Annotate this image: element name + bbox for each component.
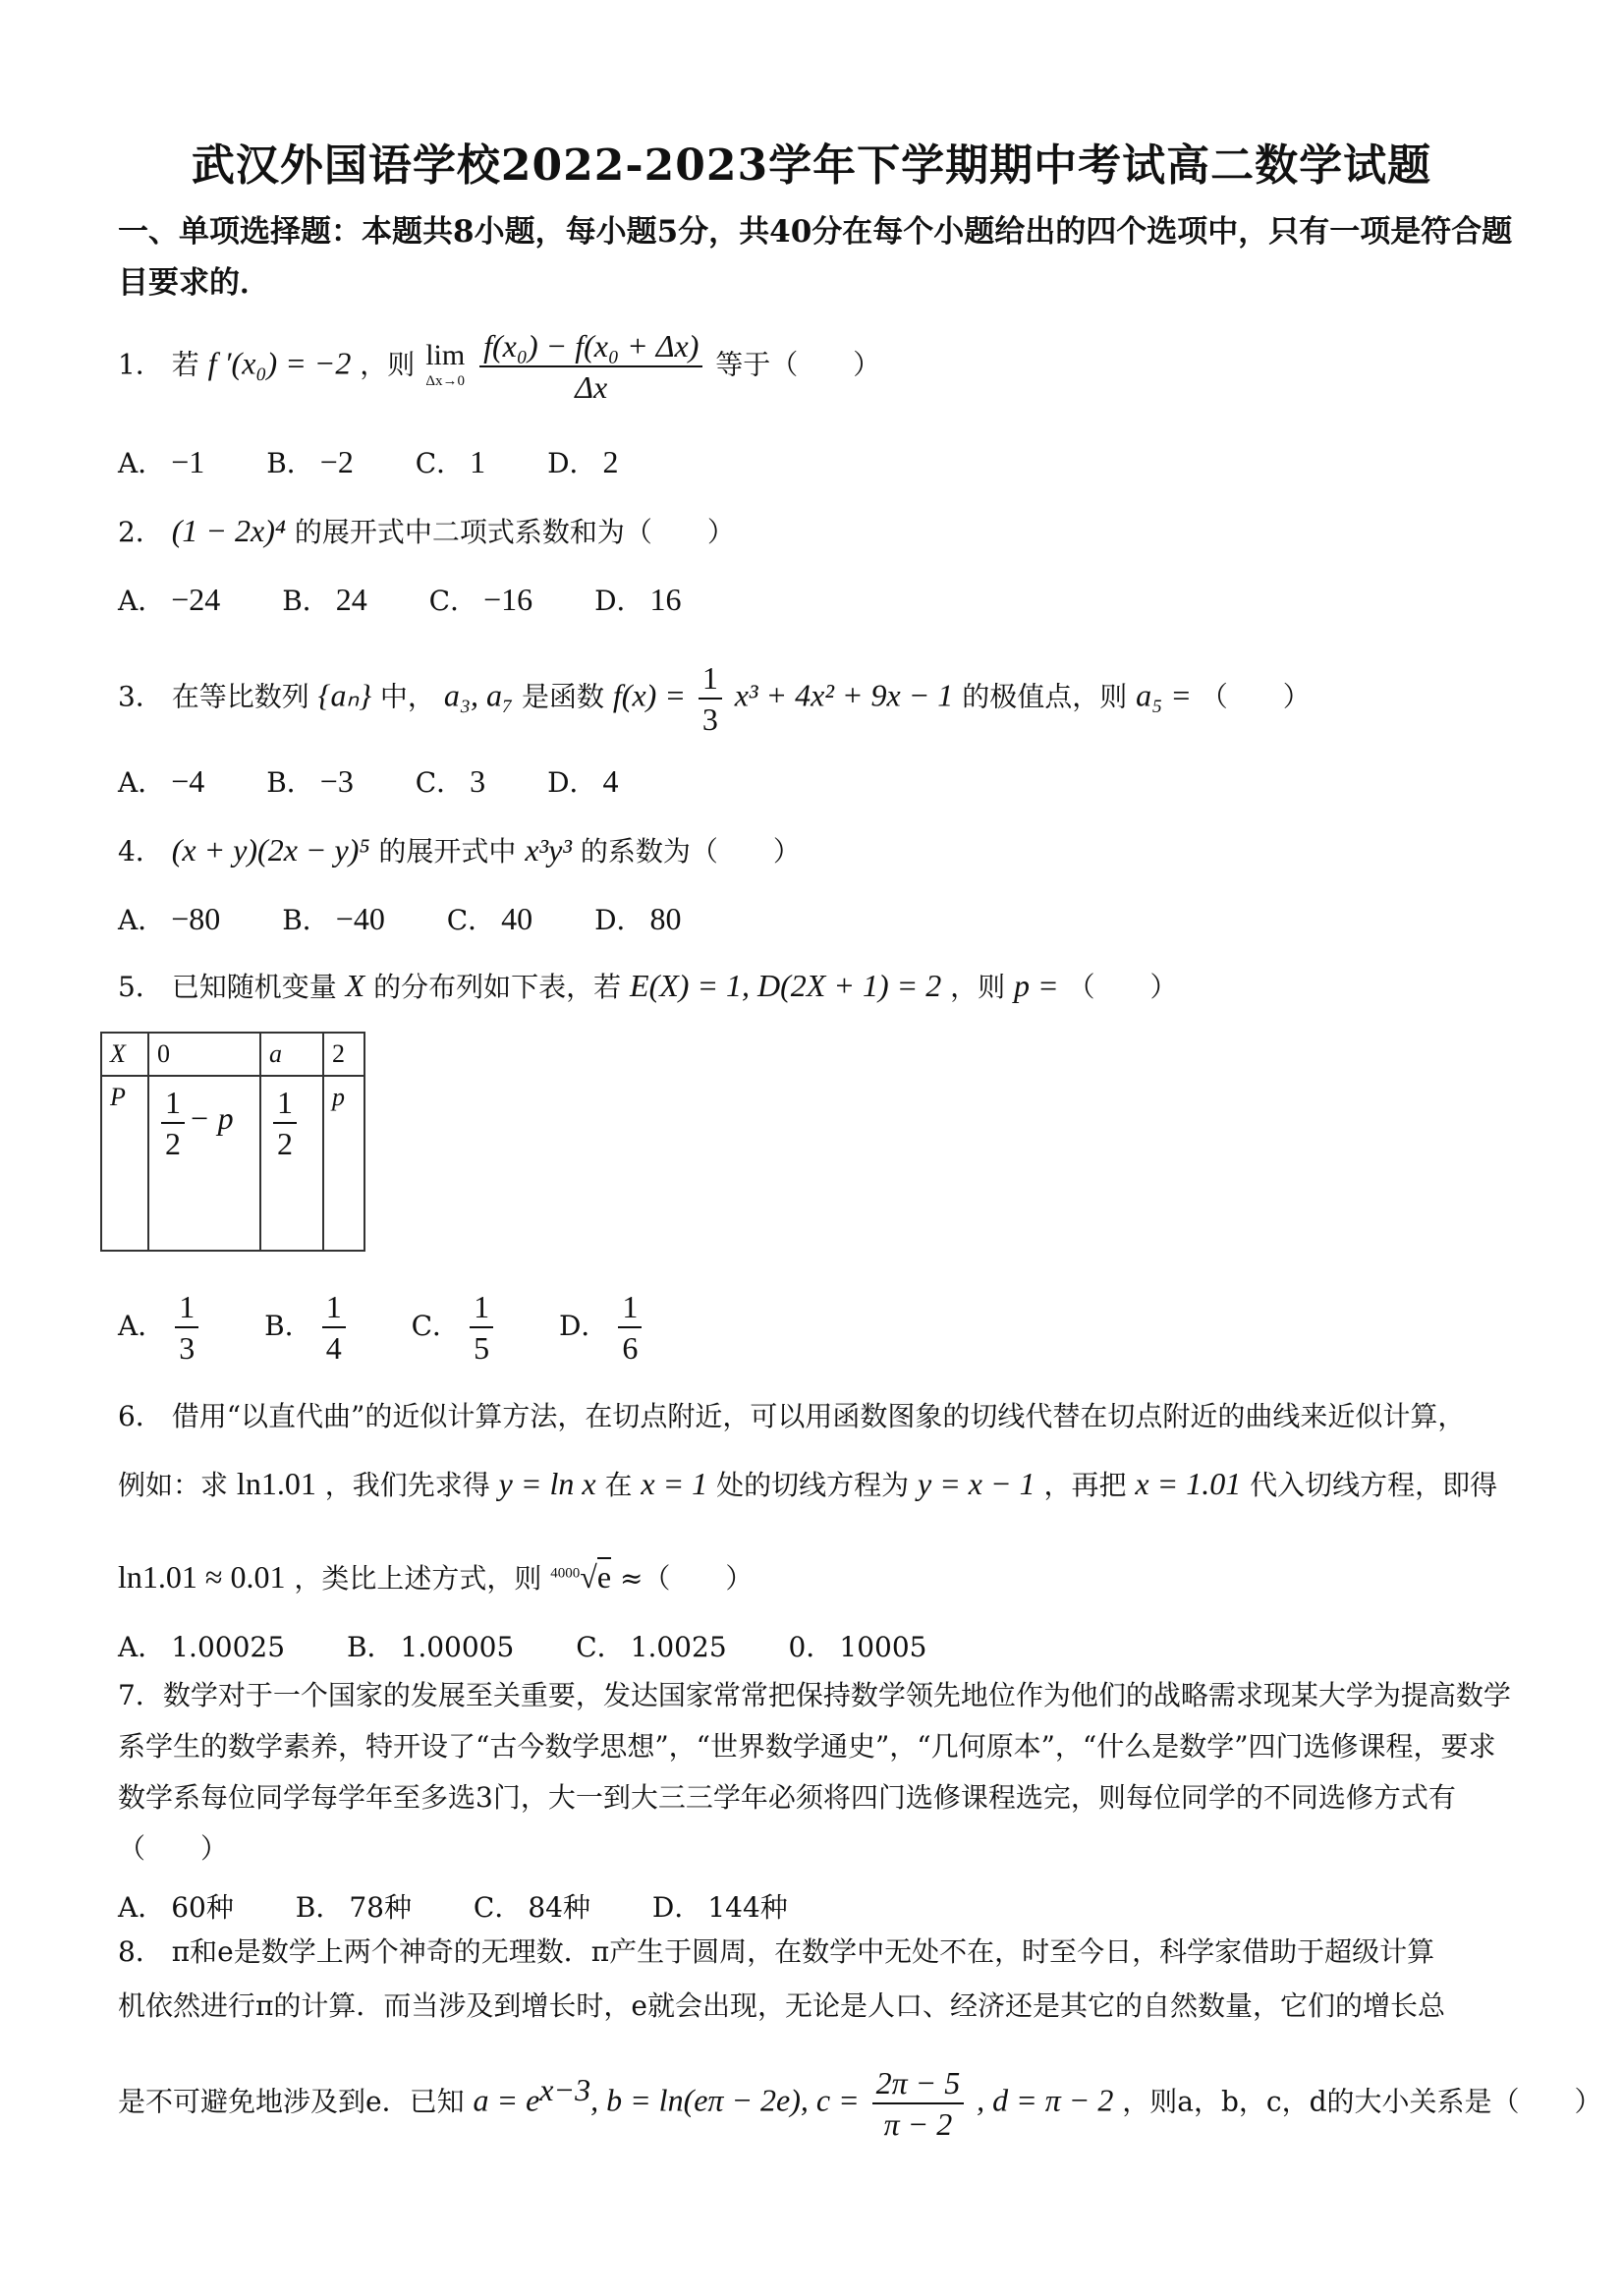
question-number: 8． <box>118 1935 163 1968</box>
question-text: ，则 <box>360 348 416 381</box>
option-key: B． <box>282 585 330 617</box>
question-2 <box>118 511 735 550</box>
option-value: −1 <box>171 444 205 479</box>
question-text: 的展开式中二项式系数和为（ ） <box>294 516 735 548</box>
option-b <box>282 580 367 619</box>
fraction <box>175 1287 198 1368</box>
option-c <box>576 1626 726 1665</box>
options-q5 <box>118 1287 699 1368</box>
option-value: 10005 <box>839 1631 927 1663</box>
option-value: 84种 <box>528 1891 590 1924</box>
question-5 <box>118 966 1178 1005</box>
question-text: 在 <box>604 1469 633 1501</box>
math-expression: (x + y)(2x − y)⁵ <box>171 832 370 868</box>
option-value: 1.00025 <box>171 1631 286 1663</box>
option-a <box>118 761 204 801</box>
question-6-line-3 <box>118 1557 753 1596</box>
math-expression: x = 1.01 <box>1135 1466 1242 1501</box>
fraction-numerator: 1 <box>322 1287 346 1328</box>
distribution-table <box>100 1032 365 1252</box>
question-text: ，则 <box>950 971 1006 1003</box>
option-key: D． <box>594 904 644 936</box>
option-value: 2 <box>602 444 619 479</box>
fraction <box>322 1287 346 1368</box>
fraction-denominator: 3 <box>701 701 718 737</box>
question-number: 2． <box>118 516 163 548</box>
option-key: D． <box>558 1309 609 1342</box>
question-text: 的分布列如下表，若 <box>373 971 622 1003</box>
fraction-numerator: 1 <box>699 658 722 700</box>
question-7 <box>118 1670 1523 1875</box>
option-value: 24 <box>335 582 367 617</box>
question-number: 1． <box>118 348 163 381</box>
options-q6 <box>118 1626 979 1665</box>
fraction-denominator: 2 <box>165 1126 181 1161</box>
option-key: B． <box>295 1891 344 1924</box>
question-4 <box>118 830 801 869</box>
option-key: A． <box>118 1631 166 1663</box>
question-text: π和e是数学上两个神奇的无理数．π产生于圆周，在数学中无处不在，时至今日，科学家借助于超级计算 <box>171 1935 1435 1968</box>
fraction-numerator: f(x₀) − f(x₀ + Δx) <box>479 326 702 367</box>
option-d <box>789 1626 927 1665</box>
math-expression: , d = π − 2 <box>977 2082 1114 2118</box>
fraction <box>479 326 702 407</box>
option-key: C． <box>415 766 465 799</box>
math-expression: X <box>345 968 365 1003</box>
table-cell <box>260 1076 323 1251</box>
option-value: −3 <box>319 763 354 799</box>
option-value: −2 <box>319 444 354 479</box>
option-value: 3 <box>470 763 486 799</box>
option-c <box>474 1886 590 1926</box>
option-key: A． <box>118 766 166 799</box>
math-expression: a = e <box>473 2082 540 2118</box>
question-number: 6． <box>118 1400 163 1432</box>
fraction <box>273 1083 297 1163</box>
option-key: B． <box>346 1631 395 1663</box>
math-expression: (1 − 2x)⁴ <box>171 513 286 548</box>
option-value: 80 <box>649 901 682 936</box>
math-expression: p = <box>1014 968 1059 1003</box>
question-text: 的系数为（ ） <box>580 835 801 868</box>
option-value: 144种 <box>707 1891 788 1924</box>
question-text: 的极值点，则 <box>962 680 1128 713</box>
option-value: −24 <box>171 582 221 617</box>
math-expression: a₅ = <box>1136 677 1192 713</box>
question-text: ，则a，b，c，d的大小关系是（ ） <box>1122 2085 1602 2118</box>
question-text: ，类比上述方式，则 <box>294 1562 542 1595</box>
table-row <box>101 1076 364 1251</box>
fraction-denominator: 4 <box>325 1330 342 1366</box>
option-key: B． <box>264 1309 312 1342</box>
fraction-denominator: π − 2 <box>883 2106 953 2142</box>
fraction-numerator: 1 <box>470 1287 493 1328</box>
question-3 <box>118 658 1311 739</box>
question-number: 3． <box>118 680 163 713</box>
option-b <box>282 899 385 938</box>
option-key: C． <box>446 904 496 936</box>
question-1 <box>118 326 880 407</box>
option-c <box>429 580 532 619</box>
table-cell: 0 <box>148 1033 260 1076</box>
question-text: ，再把 <box>1043 1469 1127 1501</box>
root-index: 4000 <box>550 1565 581 1582</box>
option-key: D． <box>651 1891 702 1924</box>
section-heading: 一、单项选择题：本题共8小题，每小题5分，共40分在每个小题给出的四个选项中，只有一项是符合题目要求的． <box>118 214 1513 301</box>
limit-subscript: Δx→0 <box>425 373 466 389</box>
question-text: 已知随机变量 <box>171 971 337 1003</box>
math-expression: − p <box>189 1099 234 1136</box>
question-text: （ ） <box>1067 971 1178 1003</box>
table-row <box>101 1033 364 1076</box>
fraction <box>161 1083 185 1163</box>
math-expression: , b = ln(eπ − 2e), c = <box>590 2082 860 2118</box>
math-expression: x³ + 4x² + 9x − 1 <box>734 677 954 713</box>
fraction <box>470 1287 493 1368</box>
question-text: 处的切线方程为 <box>716 1469 910 1501</box>
question-number: 7． <box>118 1679 163 1711</box>
option-key: C． <box>473 1891 523 1924</box>
math-expression: ln1.01 <box>236 1466 316 1501</box>
question-text: 的展开式中 <box>378 835 517 868</box>
limit-label: lim <box>425 339 466 371</box>
option-key: A． <box>118 904 166 936</box>
exponent: x−3 <box>539 2072 591 2108</box>
question-text: 代入切线方程，即得 <box>1250 1469 1498 1501</box>
exam-title: 武汉外国语学校2022-2023学年下学期期中考试高二数学试题 <box>191 140 1432 191</box>
table-cell: 2 <box>323 1033 364 1076</box>
math-expression: x³y³ <box>525 832 572 868</box>
option-value: −40 <box>335 901 385 936</box>
table-cell: p <box>323 1076 364 1251</box>
option-a <box>118 580 220 619</box>
options-q3 <box>118 761 672 801</box>
fraction-denominator: 3 <box>179 1330 196 1366</box>
option-d <box>594 899 681 938</box>
option-key: A． <box>118 1891 166 1924</box>
math-expression: y = x − 1 <box>917 1466 1035 1501</box>
question-text: 是不可避免地涉及到e．已知 <box>118 2085 465 2118</box>
limit-operator <box>425 341 465 392</box>
question-text: 是函数 <box>521 680 604 713</box>
question-text: 数学对于一个国家的发展至关重要，发达国家常常把保持数学领先地位作为他们的战略需求现某大学为提高数学系学生的数学素养，特开设了“古今数学思想”，“世界数学通史”，“几何原本”，“什么是数学”四门选修课程，要求数学系每位同学每学年至多选3门，大一到大三三学年必须将四门选修课程选完，则每位同学的不同选修方式有（ ） <box>118 1679 1511 1865</box>
option-value: 1 <box>470 444 486 479</box>
option-d <box>594 580 681 619</box>
option-b <box>266 442 354 481</box>
option-key: A． <box>118 1309 166 1342</box>
option-c <box>412 1287 497 1368</box>
option-a <box>118 1626 285 1665</box>
option-value: −4 <box>171 763 205 799</box>
math-expression: f(x) = <box>612 677 686 713</box>
question-text: 等于（ ） <box>715 348 881 381</box>
option-value: 60种 <box>171 1891 234 1924</box>
math-expression: ln1.01 ≈ 0.01 <box>118 1559 286 1595</box>
option-d <box>559 1287 645 1368</box>
option-a <box>118 899 220 938</box>
question-text: ，我们先求得 <box>324 1469 490 1501</box>
option-value: −16 <box>483 582 533 617</box>
table-cell: X <box>101 1033 148 1076</box>
option-key: C． <box>576 1631 625 1663</box>
question-8-line-2 <box>118 1985 1445 2024</box>
question-text: 在等比数列 <box>171 680 309 713</box>
radical-sign: √ <box>580 1559 597 1595</box>
fraction-numerator: 1 <box>618 1287 642 1328</box>
option-key: B． <box>266 766 314 799</box>
table-cell: P <box>101 1076 148 1251</box>
fraction-denominator: 5 <box>474 1330 490 1366</box>
question-text: 若 <box>171 348 199 381</box>
fraction-denominator: 6 <box>622 1330 639 1366</box>
option-b <box>266 761 354 801</box>
fraction-numerator: 2π − 5 <box>872 2063 965 2104</box>
math-expression: x = 1 <box>641 1466 708 1501</box>
question-6 <box>118 1395 1465 1434</box>
options-q2 <box>118 580 735 619</box>
option-value: 78种 <box>349 1891 412 1924</box>
options-q7 <box>118 1886 841 1926</box>
fraction-numerator: 1 <box>273 1083 297 1124</box>
option-value: 40 <box>501 901 533 936</box>
question-text: 借用“以直代曲”的近似计算方法，在切点附近，可以用函数图象的切线代替在切点附近的曲线来近似计算， <box>171 1400 1466 1432</box>
fraction-numerator: 1 <box>161 1083 185 1124</box>
option-a <box>118 442 204 481</box>
option-b <box>296 1886 412 1926</box>
option-b <box>264 1287 350 1368</box>
option-key: D． <box>594 585 644 617</box>
option-key: 0． <box>788 1631 834 1663</box>
option-d <box>652 1886 788 1926</box>
option-key: A． <box>118 585 166 617</box>
option-c <box>447 899 532 938</box>
fraction <box>699 658 722 739</box>
question-text: 中， <box>379 680 435 713</box>
option-c <box>416 442 485 481</box>
option-a <box>118 1287 202 1368</box>
option-d <box>547 442 618 481</box>
fraction-numerator: 1 <box>175 1287 198 1328</box>
option-a <box>118 1886 234 1926</box>
option-key: C． <box>428 585 478 617</box>
table-cell: a <box>260 1033 323 1076</box>
fraction <box>618 1287 642 1368</box>
math-expression: y = ln x <box>498 1466 596 1501</box>
option-key: D． <box>547 447 597 479</box>
question-text: （ ） <box>1200 680 1311 713</box>
fraction-denominator: 2 <box>277 1126 293 1161</box>
math-expression: f ′(x₀) = −2 <box>207 345 352 381</box>
radicand: e <box>596 1559 612 1595</box>
option-key: B． <box>266 447 314 479</box>
option-value: 16 <box>649 582 682 617</box>
option-key: A． <box>118 447 166 479</box>
question-text: ≈（ ） <box>619 1562 754 1595</box>
question-number: 4． <box>118 835 163 868</box>
options-q4 <box>118 899 735 938</box>
option-key: D． <box>547 766 597 799</box>
question-text: 机依然进行π的计算．而当涉及到增长时，e就会出现，无论是人口、经济还是其它的自然数量，它们的增长总 <box>118 1989 1445 2022</box>
question-8-line-3 <box>118 2063 1602 2144</box>
option-value: 4 <box>602 763 619 799</box>
question-8 <box>118 1931 1434 1970</box>
option-key: C． <box>411 1309 461 1342</box>
option-b <box>347 1626 514 1665</box>
option-value: 1.0025 <box>630 1631 727 1663</box>
math-expression: a₃, a₇ <box>443 677 514 713</box>
option-value: 1.00005 <box>400 1631 515 1663</box>
option-d <box>547 761 618 801</box>
fraction-denominator: Δx <box>575 369 608 405</box>
fraction <box>872 2063 965 2144</box>
question-number: 5． <box>118 971 163 1003</box>
question-text: 例如：求 <box>118 1469 229 1501</box>
math-expression: E(X) = 1, D(2X + 1) = 2 <box>630 968 942 1003</box>
option-key: B． <box>282 904 330 936</box>
question-6-line-2 <box>118 1464 1497 1503</box>
table-cell <box>148 1076 260 1251</box>
math-expression: {aₙ} <box>317 677 371 713</box>
option-c <box>416 761 485 801</box>
option-value: −80 <box>171 901 221 936</box>
options-q1 <box>118 442 672 481</box>
option-key: C． <box>415 447 465 479</box>
